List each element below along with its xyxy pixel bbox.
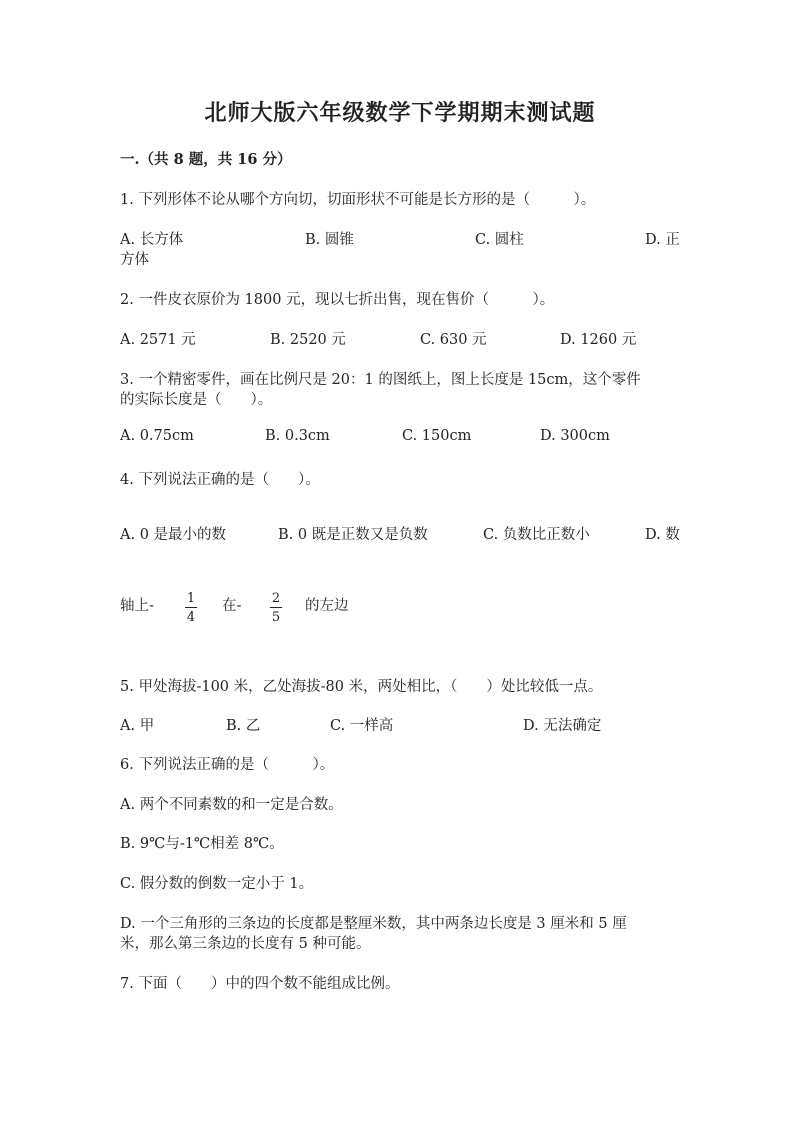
question-1-stem: 1. 下列形体不论从哪个方向切，切面形状不可能是长方形的是（ ）。 bbox=[120, 192, 596, 208]
fraction-numerator: 2 bbox=[271, 591, 281, 606]
question-4-option-d-text-3: 的左边 bbox=[305, 598, 349, 614]
question-4-option-b: B. 0 既是正数又是负数 bbox=[278, 527, 428, 543]
section-heading: 一.（共 8 题，共 16 分） bbox=[120, 151, 292, 168]
question-3-option-c: C. 150cm bbox=[402, 428, 472, 444]
question-1-option-d: D. 正 bbox=[645, 232, 680, 248]
question-6-option-b: B. 9℃与-1℃相差 8℃。 bbox=[120, 836, 284, 852]
question-3-option-b: B. 0.3cm bbox=[265, 428, 330, 444]
question-1-option-d-continued: 方体 bbox=[120, 252, 149, 268]
question-6-option-a: A. 两个不同素数的和一定是合数。 bbox=[120, 797, 343, 813]
question-1-option-c: C. 圆柱 bbox=[475, 232, 524, 248]
question-5-stem: 5. 甲处海拔-100 米，乙处海拔-80 米，两处相比，（ ）处比较低一点。 bbox=[120, 679, 603, 695]
question-4-option-d: D. 数 bbox=[645, 527, 680, 543]
fraction-numerator: 1 bbox=[186, 591, 196, 606]
fraction-one-quarter bbox=[183, 592, 199, 624]
question-1-option-a: A. 长方体 bbox=[120, 232, 184, 248]
question-6-option-d-line-1: D. 一个三角形的三条边的长度都是整厘米数，其中两条边长度是 3 厘米和 5 厘 bbox=[120, 916, 627, 932]
fraction-two-fifths bbox=[268, 592, 284, 624]
question-3-stem-line-2: 的实际长度是（ ）。 bbox=[120, 392, 273, 408]
question-3-option-a: A. 0.75cm bbox=[120, 428, 194, 444]
question-6-option-c: C. 假分数的倒数一定小于 1。 bbox=[120, 876, 314, 892]
fraction-denominator: 4 bbox=[186, 610, 196, 625]
question-5-option-a: A. 甲 bbox=[120, 718, 155, 734]
question-2-option-d: D. 1260 元 bbox=[560, 332, 637, 348]
question-4-option-a: A. 0 是最小的数 bbox=[120, 527, 227, 543]
question-2-option-a: A. 2571 元 bbox=[120, 332, 196, 348]
fraction-denominator: 5 bbox=[271, 610, 281, 625]
question-7-stem: 7. 下面（ ）中的四个数不能组成比例。 bbox=[120, 976, 400, 992]
question-6-option-d-line-2: 米，那么第三条边的长度有 5 种可能。 bbox=[120, 936, 371, 952]
question-4-option-d-text-2: 在- bbox=[222, 598, 242, 614]
question-4-option-d-text-1: 轴上- bbox=[120, 598, 154, 614]
question-1-option-b: B. 圆锥 bbox=[305, 232, 354, 248]
question-3-option-d: D. 300cm bbox=[540, 428, 610, 444]
question-6-stem: 6. 下列说法正确的是（ ）。 bbox=[120, 757, 335, 773]
question-3-stem-line-1: 3. 一个精密零件，画在比例尺是 20：1 的图纸上，图上长度是 15cm，这个零件 bbox=[120, 372, 641, 388]
question-5-option-b: B. 乙 bbox=[226, 718, 261, 734]
question-5-option-c: C. 一样高 bbox=[330, 718, 394, 734]
question-4-stem: 4. 下列说法正确的是（ ）。 bbox=[120, 472, 320, 488]
page-title: 北师大版六年级数学下学期期末测试题 bbox=[204, 100, 596, 126]
question-2-option-b: B. 2520 元 bbox=[270, 332, 346, 348]
question-2-option-c: C. 630 元 bbox=[420, 332, 487, 348]
question-5-option-d: D. 无法确定 bbox=[523, 718, 602, 734]
question-2-stem: 2. 一件皮衣原价为 1800 元，现以七折出售，现在售价（ ）。 bbox=[120, 292, 555, 308]
question-4-option-c: C. 负数比正数小 bbox=[483, 527, 590, 543]
